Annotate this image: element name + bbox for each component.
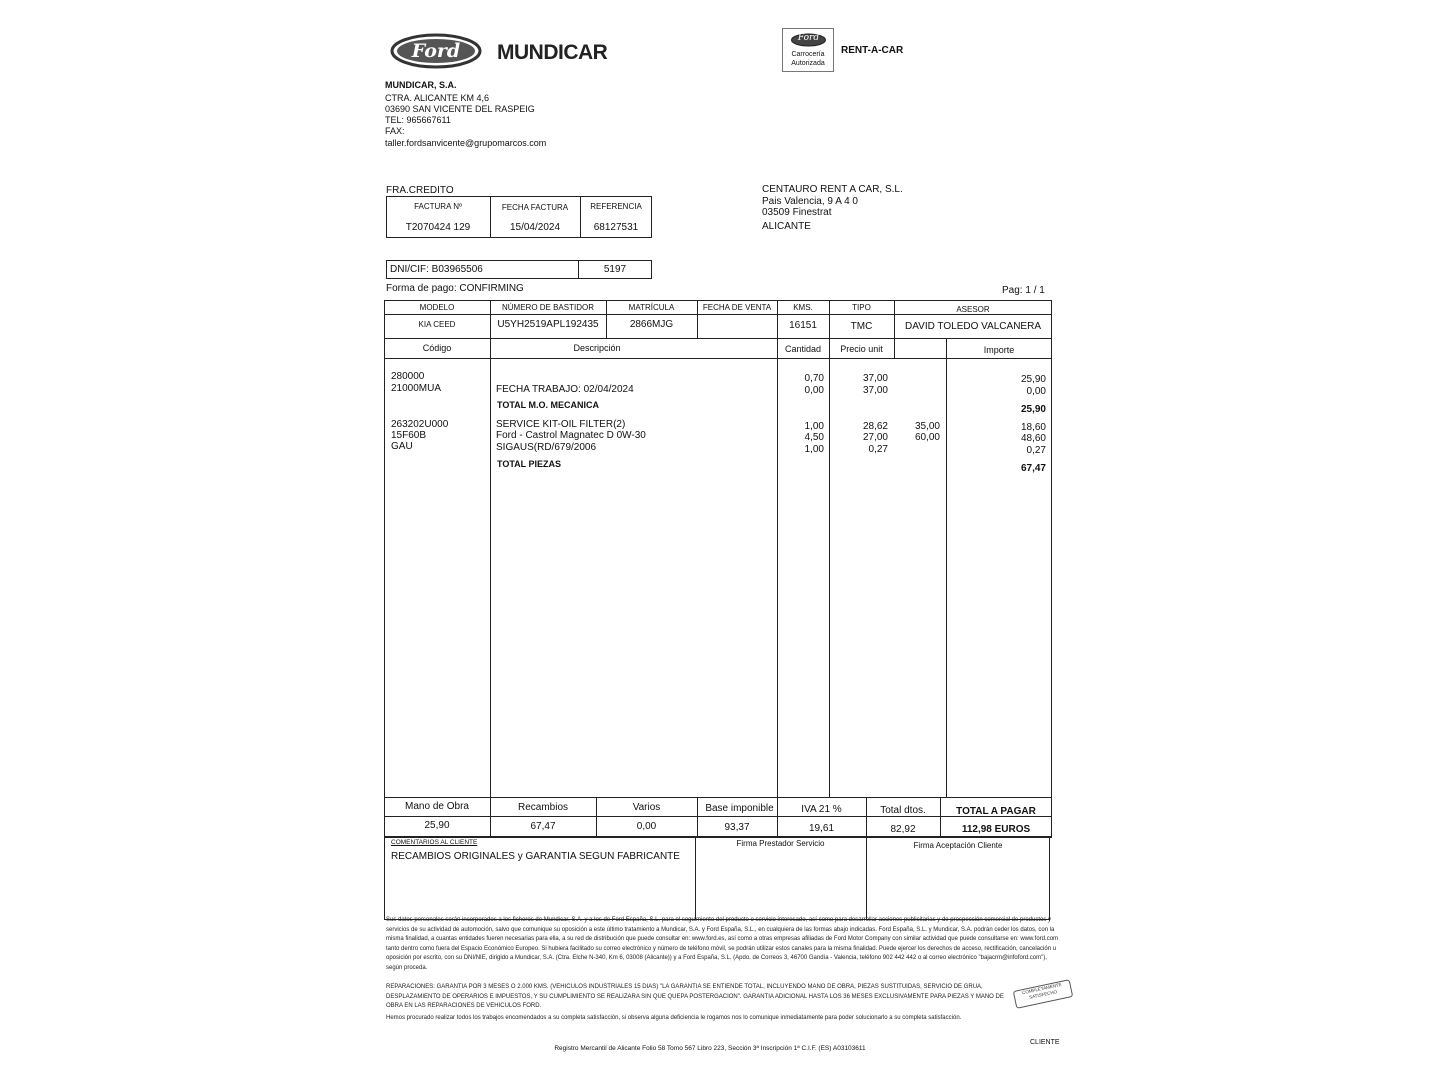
dni-code: 5197	[603, 264, 627, 275]
line-codigo: 280000	[391, 371, 425, 382]
company-name: MUNDICAR, S.A.	[385, 80, 457, 90]
line-precio: 28,62	[862, 421, 888, 432]
page-number: Pag: 1 / 1	[1002, 285, 1045, 296]
vehicle-modelo: KIA CEED	[418, 320, 456, 329]
vehicle-matricula: 2866MJG	[629, 319, 674, 330]
vehicle-tipo: TMC	[850, 321, 873, 332]
total-piezas-label: TOTAL PIEZAS	[497, 459, 562, 469]
vehicle-header-asesor: ASESOR	[956, 305, 990, 314]
line-cantidad: 4,50	[804, 432, 824, 443]
customer-address2: 03509 Finestrat	[762, 207, 832, 218]
line-importe: 18,60	[1020, 422, 1046, 433]
invoice-number-header: FACTURA Nº	[414, 202, 462, 211]
line-precio: 27,00	[862, 432, 888, 443]
total-mo-label: TOTAL M.O. MECANICA	[497, 400, 599, 410]
totals-header-base: Base imponible	[705, 803, 774, 814]
privacy-notice: Sus datos personales serán incorporados a los ficheros de Mundicar, S.A. y a los de Ford España, S.L. para el seguimiento del producto o servicio interesado, así como para desarrollar acciones publicitarias y de prospección comercial de productos y servicios de su actividad de automoción, salvo que comunique su oposición a este último tratamiento a Mundicar, S.A. y Ford España, S.L., en cualquiera de las formas abajo indicadas. Ford España, S.L. y Mundicar, S.A. podrán ceder los datos, con la misma finalidad, a cuantas entidades fueren necesarias para ella, a su red de distribución que puede consultar en: www.ford.es, así como a otras empresas afiliadas de Ford Motor Company con similar actividad que puede consultarse en: www.ford.com tanto dentro como fuera del Espacio Económico Europeo. Si hubiera facilitado su correo electrónico y número de teléfono móvil, se podrán utilizar estos canales para la misma finalidad. Puede ejercer los derechos de acceso, rectificación, cancelación u oposición por escrito, con su DNI/NIE, dirigido a Mundicar, S.A. (Ctra. Elche N-340, Km 6, 03008 (Alicante)) y a Ford España, S.L. (Apdo. de Correos 3, 46700 Gandía - Valencia, teléfono 902 442 442 o al correo electrónico "bajacrm@infoford.com"), según proceda.	[386, 917, 1059, 971]
badge-line1: Carrocería	[791, 51, 825, 58]
line-descripcion: SIGAUS(RD/679/2006	[496, 442, 597, 453]
line-codigo: 15F60B	[391, 430, 427, 441]
lines-header-cantidad: Cantidad	[784, 344, 822, 354]
satisfaction-stamp	[1013, 979, 1073, 1009]
ford-logo-text: Ford	[411, 40, 461, 62]
total-mo-value: 25,90	[1020, 404, 1046, 415]
line-codigo: 21000MUA	[391, 383, 442, 394]
vehicle-header-kms: KMS.	[793, 303, 813, 312]
totals-pagar: 112,98 EUROS	[961, 824, 1031, 835]
line-codigo: 263202U000	[391, 419, 449, 430]
stamp-text: COMPLETAMENTE SATISFECHO	[1021, 982, 1063, 1000]
invoice-number: T2070424 129	[405, 222, 471, 233]
vehicle-header-modelo: MODELO	[419, 303, 455, 312]
comments-label: COMENTARIOS AL CLIENTE	[391, 839, 478, 846]
totals-dtos: 82,92	[890, 824, 916, 835]
lines-header-codigo: Código	[422, 343, 452, 353]
invoice-date-header: FECHA FACTURA	[501, 203, 569, 212]
customer-city: ALICANTE	[762, 221, 811, 232]
totals-header-iva: IVA 21 %	[801, 804, 842, 815]
vehicle-kms: 16151	[789, 320, 817, 331]
line-cantidad: 0,70	[804, 373, 824, 384]
customer-address1: Pais Valencia, 9 A 4 0	[762, 196, 858, 207]
line-codigo: GAU	[391, 441, 413, 452]
ford-logo	[390, 33, 482, 69]
line-importe: 48,60	[1020, 433, 1046, 444]
lines-header-precio: Precio unit	[840, 344, 883, 354]
registry-notice: Registro Mercantil de Alicante Folio 58 Tomo 567 Libro 223, Sección 3ª Inscripción 1ª C.I.F. (ES) A03103611	[554, 1045, 866, 1052]
totals-header-dtos: Total dtos.	[880, 805, 926, 816]
line-precio: 0,27	[868, 444, 888, 455]
firma-cliente: Firma Aceptación Cliente	[913, 841, 1003, 850]
totals-header-pagar: TOTAL A PAGAR	[956, 806, 1036, 817]
line-precio: 37,00	[862, 373, 888, 384]
company-tel: TEL: 965667611	[385, 115, 451, 125]
line-cantidad: 1,00	[804, 444, 824, 455]
totals-recambios: 67,47	[530, 821, 556, 832]
payment-method: Forma de pago: CONFIRMING	[386, 283, 524, 294]
customer-name: CENTAURO RENT A CAR, S.L.	[762, 184, 903, 195]
company-fax: FAX:	[385, 126, 405, 136]
line-importe: 0,00	[1026, 386, 1046, 397]
totals-base: 93,37	[724, 822, 750, 833]
lines-header-importe: Importe	[983, 345, 1015, 355]
vehicle-header-bastidor: NÚMERO DE BASTIDOR	[501, 303, 594, 312]
vehicle-header-matricula: MATRÍCULA	[628, 303, 675, 312]
copy-label: CLIENTE	[1030, 1039, 1060, 1046]
vehicle-header-tipo: TIPO	[852, 303, 871, 312]
totals-mano: 25,90	[424, 820, 450, 831]
ford-badge-logo-text: Ford	[797, 33, 820, 43]
invoice-date: 15/04/2024	[509, 222, 561, 233]
vehicle-asesor: DAVID TOLEDO VALCANERA	[905, 321, 1041, 332]
invoice-reference: 68127531	[593, 222, 639, 233]
comments-text: RECAMBIOS ORIGINALES y GARANTIA SEGUN FABRICANTE	[391, 851, 680, 862]
invoice-reference-header: REFERENCIA	[590, 202, 642, 211]
line-cantidad: 1,00	[804, 421, 824, 432]
vehicle-bastidor: U5YH2519APL192435	[497, 319, 599, 330]
totals-header-varios: Varios	[632, 802, 661, 813]
line-importe: 25,90	[1020, 374, 1046, 385]
warranty-notice: REPARACIONES: GARANTIA POR 3 MESES O 2.000 KMS. (VEHICULOS INDUSTRIALES 15 DIAS) "LA GARANTIA SE ENTIENDE TOTAL, INCLUYENDO MANO DE OBRA, PIEZAS SUSTITUIDAS, SERVICIO DE GRUA, DESPLAZAMIENTO DE OPERARIOS E IMPUESTOS, Y SU CUMPLIMIENTO SE REALIZARA SIN QUE QUEPA POSTERGACION". GARANTIA ADICIONAL HASTA LOS 36 MESES EXCLUSIVAMENTE PARA PIEZAS Y MANO DE OBRA EN LAS REPARACIONES DE VEHICULOS FORD.	[386, 984, 1004, 1010]
line-importe: 0,27	[1026, 445, 1046, 456]
totals-header-recambios: Recambios	[517, 802, 569, 813]
dni-cif: DNI/CIF: B03965506	[390, 264, 483, 275]
line-dto: 60,00	[914, 432, 940, 443]
rent-a-car-label: RENT-A-CAR	[841, 45, 904, 56]
line-dto: 35,00	[914, 421, 940, 432]
totals-header-mano: Mano de Obra	[405, 801, 469, 812]
satisfaction-notice: Hemos procurado realizar todos los trabajos encomendados a su completa satisfacción, si observa alguna deficiencia le rogamos nos lo comunique inmediatamente para poder solucionarlo a su completa satisfacción.	[386, 1015, 962, 1021]
line-cantidad: 0,00	[804, 385, 824, 396]
line-descripcion: FECHA TRABAJO: 02/04/2024	[496, 384, 634, 395]
company-address1: CTRA. ALICANTE KM 4,6	[385, 93, 490, 103]
company-logo-text: MUNDICAR	[497, 41, 608, 64]
firma-prestador: Firma Prestador Servicio	[736, 839, 825, 848]
company-email: taller.fordsanvicente@grupomarcos.com	[385, 138, 547, 148]
totals-iva: 19,61	[808, 823, 835, 834]
line-descripcion: SERVICE KIT-OIL FILTER(2)	[496, 419, 626, 430]
ford-badge-logo	[790, 33, 827, 47]
line-precio: 37,00	[862, 385, 888, 396]
totals-varios: 0,00	[636, 821, 657, 832]
invoice-type: FRA.CREDITO	[386, 185, 454, 196]
badge-line2: Autorizada	[791, 60, 825, 67]
total-piezas-value: 67,47	[1020, 463, 1046, 474]
lines-header-descripcion: Descripción	[573, 343, 621, 353]
line-descripcion: Ford - Castrol Magnatec D 0W-30	[496, 430, 646, 441]
carroceria-badge	[782, 28, 834, 72]
company-address2: 03690 SAN VICENTE DEL RASPEIG	[385, 104, 535, 114]
vehicle-header-fecha-venta: FECHA DE VENTA	[702, 303, 772, 312]
